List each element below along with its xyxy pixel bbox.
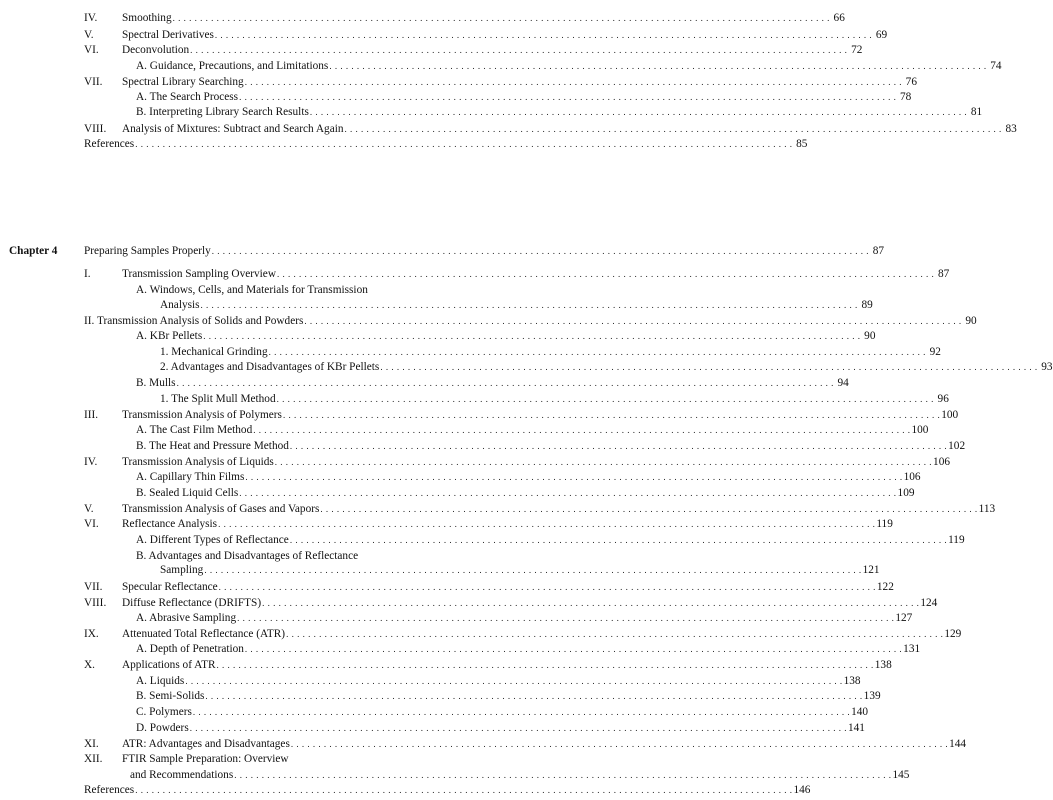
toc-entry[interactable]	[84, 137, 808, 151]
toc-entry-title: Preparing Samples Properly	[84, 245, 211, 257]
dot-leader: . . . . . . . . . . . . . . . . . . . . . . . . . . . . . . . . . . . . . . . . . . . . . . . . . . . . . . . . . . . . . . . . . . . . . . . . . . . . . . . . . . . . . . . . . . . . . . . . . . . . . . . . . . . . . . . . . . . . . . . .	[237, 613, 895, 623]
toc-page-number: 92	[929, 346, 941, 358]
toc-entry-number: VII.	[84, 76, 103, 88]
toc-page-number: 89	[861, 299, 873, 311]
chapter-label: Chapter 4	[9, 245, 58, 257]
toc-entry[interactable]	[136, 689, 881, 703]
toc-entry[interactable]	[160, 345, 941, 359]
toc-entry-number: V.	[84, 503, 94, 515]
toc-entry-title: References	[84, 784, 135, 796]
toc-entry-title: B. Interpreting Library Search Results	[136, 106, 309, 118]
dot-leader: . . . . . . . . . . . . . . . . . . . . . . . . . . . . . . . . . . . . . . . . . . . . . . . . . . . . . . . . . . . . . . . . . . . . . . . . . . . . . . . . . . . . . . . . . . . . . . . . . . . . . . . . . . . . . . . . . . . . . . . .	[253, 425, 911, 435]
toc-page-number: 72	[851, 44, 863, 56]
toc-page-number: 90	[965, 315, 977, 327]
toc-entry-number: VIII.	[84, 597, 107, 609]
toc-page-number: 106	[903, 471, 921, 483]
toc-page-number: 87	[937, 268, 950, 280]
toc-entry[interactable]	[122, 267, 950, 281]
toc-entry-title: Spectral Library Searching	[122, 76, 244, 88]
dot-leader: . . . . . . . . . . . . . . . . . . . . . . . . . . . . . . . . . . . . . . . . . . . . . . . . . . . . . . . . . . . . . . . . . . . . . . . . . . . . . . . . . . . . . . . . . . . . . . . . . . . . . . . . . . . . . . . . . . . . . . . .	[234, 770, 892, 780]
toc-page-number: 127	[895, 612, 913, 624]
toc-page-number: 141	[847, 722, 865, 734]
dot-leader: . . . . . . . . . . . . . . . . . . . . . . . . . . . . . . . . . . . . . . . . . . . . . . . . . . . . . . . . . . . . . . . . . . . . . . . . . . . . . . . . . . . . . . . . . . . . . . . . . . . . . . . . . . . . . . . . . . . . . . . .	[329, 61, 987, 71]
toc-page-number: 119	[948, 534, 965, 546]
toc-page-number: 106	[933, 456, 950, 468]
dot-leader: . . . . . . . . . . . . . . . . . . . . . . . . . . . . . . . . . . . . . . . . . . . . . . . . . . . . . . . . . . . . . . . . . . . . . . . . . . . . . . . . . . . . . . . . . . . . . . . . . . . . . . . . . . . . . . . . . . . . . . . .	[211, 246, 870, 256]
toc-page-number: 146	[793, 784, 811, 796]
toc-entry[interactable]	[160, 563, 880, 577]
toc-entry-number: VI.	[84, 518, 99, 530]
toc-page-number: 78	[900, 91, 912, 103]
toc-entry[interactable]	[160, 360, 1053, 374]
toc-entry[interactable]	[122, 11, 845, 25]
toc-page-number: 138	[874, 659, 892, 671]
toc-page-number: 85	[796, 138, 808, 150]
dot-leader: . . . . . . . . . . . . . . . . . . . . . . . . . . . . . . . . . . . . . . . . . . . . . . . . . . . . . . . . . . . . . . . . . . . . . . . . . . . . . . . . . . . . . . . . . . . . . . . . . . . . . . . . . . . . . . . . . . . . . . . .	[200, 300, 858, 310]
toc-entry-title: Analysis	[160, 299, 200, 311]
dot-leader: . . . . . . . . . . . . . . . . . . . . . . . . . . . . . . . . . . . . . . . . . . . . . . . . . . . . . . . . . . . . . . . . . . . . . . . . . . . . . . . . . . . . . . . . . . . . . . . . . . . . . . . . . . . . . . . . . . . . . . . .	[304, 316, 962, 326]
dot-leader: . . . . . . . . . . . . . . . . . . . . . . . . . . . . . . . . . . . . . . . . . . . . . . . . . . . . . . . . . . . . . . . . . . . . . . . . . . . . . . . . . . . . . . . . . . . . . . . . . . . . . . . . . . . . . . . . . . . . . . . .	[214, 30, 873, 40]
dot-leader: . . . . . . . . . . . . . . . . . . . . . . . . . . . . . . . . . . . . . . . . . . . . . . . . . . . . . . . . . . . . . . . . . . . . . . . . . . . . . . . . . . . . . . . . . . . . . . . . . . . . . . . . . . . . . . . . . . . . . . . .	[176, 378, 834, 388]
toc-entry-title: B. Advantages and Disadvantages of Reflectance	[136, 550, 359, 562]
toc-page-number: 66	[833, 12, 845, 24]
toc-entry-title: ATR: Advantages and Disadvantages	[122, 738, 290, 750]
toc-entry[interactable]	[136, 329, 876, 343]
dot-leader: . . . . . . . . . . . . . . . . . . . . . . . . . . . . . . . . . . . . . . . . . . . . . . . . . . . . . . . . . . . . . . . . . . . . . . . . . . . . . . . . . . . . . . . . . . . . . . . . . . . . . . . . . . . . . . . . . . . . . . . .	[218, 519, 876, 529]
toc-entry[interactable]	[84, 783, 811, 797]
toc-page-number: 121	[862, 564, 880, 576]
toc-entry[interactable]	[84, 244, 885, 258]
toc-entry[interactable]	[122, 43, 863, 57]
dot-leader: . . . . . . . . . . . . . . . . . . . . . . . . . . . . . . . . . . . . . . . . . . . . . . . . . . . . . . . . . . . . . . . . . . . . . . . . . . . . . . . . . . . . . . . . . . . . . . . . . . . . . . . . . . . . . . . . . . . . . . . .	[205, 691, 863, 701]
toc-entry[interactable]	[136, 283, 484, 297]
toc-page-number: 109	[897, 487, 915, 499]
toc-entry-number: X.	[84, 659, 95, 671]
toc-entry-title: Deconvolution	[122, 44, 190, 56]
toc-entry[interactable]	[136, 642, 921, 656]
toc-entry[interactable]	[136, 674, 861, 688]
toc-entry-title: 1. Mechanical Grinding	[160, 346, 268, 358]
toc-entry-title: FTIR Sample Preparation: Overview	[122, 753, 289, 765]
toc-entry[interactable]	[122, 122, 1017, 136]
toc-entry-title: A. Depth of Penetration	[136, 643, 244, 655]
toc-page-number: 119	[876, 518, 893, 530]
toc-page-number: 139	[863, 690, 881, 702]
toc-entry-title: Analysis of Mixtures: Subtract and Search Again	[122, 123, 344, 135]
toc-page-number: 124	[920, 597, 938, 609]
toc-entry-title: Attenuated Total Reflectance (ATR)	[122, 628, 286, 640]
toc-page-number: 100	[911, 424, 929, 436]
toc-entry-number: XII.	[84, 753, 103, 765]
toc-page-number: 100	[941, 409, 959, 421]
toc-entry-number: IV.	[84, 456, 98, 468]
toc-page-number: 76	[905, 76, 917, 88]
toc-entry-title: C. Polymers	[136, 706, 192, 718]
toc-entry[interactable]	[136, 721, 865, 735]
toc-entry-title: B. Semi-Solids	[136, 690, 205, 702]
toc-entry-title: A. Windows, Cells, and Materials for Transmission	[136, 284, 368, 296]
toc-entry-title: A. The Cast Film Method	[136, 424, 253, 436]
dot-leader: . . . . . . . . . . . . . . . . . . . . . . . . . . . . . . . . . . . . . . . . . . . . . . . . . . . . . . . . . . . . . . . . . . . . . . . . . . . . . . . . . . . . . . . . . . . . . . . . . . . . . . . . . . . . . . . . . . . . . . . .	[203, 331, 861, 341]
toc-entry-title: A. Guidance, Precautions, and Limitations	[136, 60, 329, 72]
toc-page-number: 74	[990, 60, 1002, 72]
toc-entry[interactable]	[136, 90, 912, 104]
toc-entry[interactable]	[122, 752, 484, 766]
dot-leader: . . . . . . . . . . . . . . . . . . . . . . . . . . . . . . . . . . . . . . . . . . . . . . . . . . . . . . . . . . . . . . . . . . . . . . . . . . . . . . . . . . . . . . . . . . . . . . . . . . . . . . . . . . . . . . . . . . . . . . . .	[276, 269, 935, 279]
dot-leader: . . . . . . . . . . . . . . . . . . . . . . . . . . . . . . . . . . . . . . . . . . . . . . . . . . . . . . . . . . . . . . . . . . . . . . . . . . . . . . . . . . . . . . . . . . . . . . . . . . . . . . . . . . . . . . . . . . . . . . . .	[135, 139, 793, 149]
toc-entry-title: A. KBr Pellets	[136, 330, 203, 342]
toc-entry-title: 2. Advantages and Disadvantages of KBr Pellets	[160, 361, 380, 373]
toc-entry-title: Spectral Derivatives	[122, 29, 214, 41]
toc-entry-title: II. Transmission Analysis of Solids and Powders	[84, 315, 304, 327]
dot-leader: . . . . . . . . . . . . . . . . . . . . . . . . . . . . . . . . . . . . . . . . . . . . . . . . . . . . . . . . . . . . . . . . . . . . . . . . . . . . . . . . . . . . . . . . . . . . . . . . . . . . . . . . . . . . . . . . . . . . . . . .	[245, 472, 903, 482]
toc-entry[interactable]	[136, 705, 869, 719]
dot-leader: . . . . . . . . . . . . . . . . . . . . . . . . . . . . . . . . . . . . . . . . . . . . . . . . . . . . . . . . . . . . . . . . . . . . . . . . . . . . . . . . . . . . . . . . . . . . . . . . . . . . . . . . . . . . . . . . . . . . . . . .	[239, 488, 897, 498]
toc-entry[interactable]	[122, 75, 917, 89]
toc-entry-title: A. Capillary Thin Films	[136, 471, 245, 483]
dot-leader: . . . . . . . . . . . . . . . . . . . . . . . . . . . . . . . . . . . . . . . . . . . . . . . . . . . . . . . . . . . . . . . . . . . . . . . . . . . . . . . . . . . . . . . . . . . . . . . . . . . . . . . . . . . . . . . . . . . . . . . .	[290, 739, 949, 749]
toc-entry-title: A. Liquids	[136, 675, 185, 687]
toc-entry-title: Sampling	[160, 564, 204, 576]
toc-entry[interactable]	[122, 627, 962, 641]
toc-entry-number: XI.	[84, 738, 99, 750]
dot-leader: . . . . . . . . . . . . . . . . . . . . . . . . . . . . . . . . . . . . . . . . . . . . . . . . . . . . . . . . . . . . . . . . . . . . . . . . . . . . . . . . . . . . . . . . . . . . . . . . . . . . . . . . . . . . . . . . . . . . . . . .	[320, 504, 978, 514]
toc-entry-number: V.	[84, 29, 94, 41]
toc-entry-number: I.	[84, 268, 91, 280]
toc-entry[interactable]	[136, 549, 484, 563]
toc-entry-title: Smoothing	[122, 12, 172, 24]
dot-leader: . . . . . . . . . . . . . . . . . . . . . . . . . . . . . . . . . . . . . . . . . . . . . . . . . . . . . . . . . . . . . . . . . . . . . . . . . . . . . . . . . . . . . . . . . . . . . . . . . . . . . . . . . . . . . . . . . . . . . . . .	[274, 457, 933, 467]
toc-entry[interactable]	[122, 596, 938, 610]
toc-entry-number: VI.	[84, 44, 99, 56]
toc-entry[interactable]	[122, 28, 888, 42]
toc-entry-title: 1. The Split Mull Method	[160, 393, 276, 405]
dot-leader: . . . . . . . . . . . . . . . . . . . . . . . . . . . . . . . . . . . . . . . . . . . . . . . . . . . . . . . . . . . . . . . . . . . . . . . . . . . . . . . . . . . . . . . . . . . . . . . . . . . . . . . . . . . . . . . . . . . . . . . .	[309, 107, 968, 117]
toc-page-number: 83	[1005, 123, 1017, 135]
toc-entry[interactable]	[122, 517, 893, 531]
dot-leader: . . . . . . . . . . . . . . . . . . . . . . . . . . . . . . . . . . . . . . . . . . . . . . . . . . . . . . . . . . . . . . . . . . . . . . . . . . . . . . . . . . . . . . . . . . . . . . . . . . . . . . . . . . . . . . . . . . . . . . . .	[244, 644, 903, 654]
toc-entry-title: Specular Reflectance	[122, 581, 218, 593]
dot-leader: . . . . . . . . . . . . . . . . . . . . . . . . . . . . . . . . . . . . . . . . . . . . . . . . . . . . . . . . . . . . . . . . . . . . . . . . . . . . . . . . . . . . . . . . . . . . . . . . . . . . . . . . . . . . . . . . . . . . . . . .	[172, 13, 830, 23]
toc-entry-title: A. Different Types of Reflectance	[136, 534, 289, 546]
toc-entry-title: B. The Heat and Pressure Method	[136, 440, 289, 452]
dot-leader: . . . . . . . . . . . . . . . . . . . . . . . . . . . . . . . . . . . . . . . . . . . . . . . . . . . . . . . . . . . . . . . . . . . . . . . . . . . . . . . . . . . . . . . . . . . . . . . . . . . . . . . . . . . . . . . . . . . . . . . .	[192, 707, 851, 717]
toc-entry[interactable]	[122, 737, 967, 751]
toc-page-number: 113	[978, 503, 996, 515]
toc-entry[interactable]	[122, 408, 959, 422]
toc-entry[interactable]	[84, 314, 977, 328]
dot-leader: . . . . . . . . . . . . . . . . . . . . . . . . . . . . . . . . . . . . . . . . . . . . . . . . . . . . . . . . . . . . . . . . . . . . . . . . . . . . . . . . . . . . . . . . . . . . . . . . . . . . . . . . . . . . . . . . . . . . . . . .	[244, 77, 902, 87]
toc-entry[interactable]	[122, 455, 950, 469]
dot-leader: . . . . . . . . . . . . . . . . . . . . . . . . . . . . . . . . . . . . . . . . . . . . . . . . . . . . . . . . . . . . . . . . . . . . . . . . . . . . . . . . . . . . . . . . . . . . . . . . . . . . . . . . . . . . . . . . . . . . . . . .	[135, 785, 793, 795]
dot-leader: . . . . . . . . . . . . . . . . . . . . . . . . . . . . . . . . . . . . . . . . . . . . . . . . . . . . . . . . . . . . . . . . . . . . . . . . . . . . . . . . . . . . . . . . . . . . . . . . . . . . . . . . . . . . . . . . . . . . . . . .	[204, 565, 862, 575]
dot-leader: . . . . . . . . . . . . . . . . . . . . . . . . . . . . . . . . . . . . . . . . . . . . . . . . . . . . . . . . . . . . . . . . . . . . . . . . . . . . . . . . . . . . . . . . . . . . . . . . . . . . . . . . . . . . . . . . . . . . . . . .	[190, 45, 848, 55]
toc-entry[interactable]	[160, 392, 949, 406]
toc-entry-title: Transmission Analysis of Gases and Vapors	[122, 503, 320, 515]
toc-entry[interactable]	[136, 439, 966, 453]
toc-entry-title: and Recommendations	[130, 769, 234, 781]
toc-entry[interactable]	[130, 768, 910, 782]
toc-page-number: 138	[843, 675, 861, 687]
toc-entry-title: Reflectance Analysis	[122, 518, 218, 530]
toc-entry-number: III.	[84, 409, 99, 421]
dot-leader: . . . . . . . . . . . . . . . . . . . . . . . . . . . . . . . . . . . . . . . . . . . . . . . . . . . . . . . . . . . . . . . . . . . . . . . . . . . . . . . . . . . . . . . . . . . . . . . . . . . . . . . . . . . . . . . . . . . . . . . .	[276, 394, 934, 404]
dot-leader: . . . . . . . . . . . . . . . . . . . . . . . . . . . . . . . . . . . . . . . . . . . . . . . . . . . . . . . . . . . . . . . . . . . . . . . . . . . . . . . . . . . . . . . . . . . . . . . . . . . . . . . . . . . . . . . . . . . . . . . .	[344, 124, 1002, 134]
toc-entry[interactable]	[136, 533, 965, 547]
dot-leader: . . . . . . . . . . . . . . . . . . . . . . . . . . . . . . . . . . . . . . . . . . . . . . . . . . . . . . . . . . . . . . . . . . . . . . . . . . . . . . . . . . . . . . . . . . . . . . . . . . . . . . . . . . . . . . . . . . . . . . . .	[239, 92, 897, 102]
toc-entry-number: IX.	[84, 628, 99, 640]
toc-page-number: 102	[948, 440, 966, 452]
toc-entry[interactable]	[160, 298, 873, 312]
toc-page-number: 87	[872, 245, 885, 257]
dot-leader: . . . . . . . . . . . . . . . . . . . . . . . . . . . . . . . . . . . . . . . . . . . . . . . . . . . . . . . . . . . . . . . . . . . . . . . . . . . . . . . . . . . . . . . . . . . . . . . . . . . . . . . . . . . . . . . . . . . . . . . .	[216, 660, 874, 670]
toc-entry[interactable]	[136, 105, 983, 119]
toc-page-number: 94	[837, 377, 849, 389]
dot-leader: . . . . . . . . . . . . . . . . . . . . . . . . . . . . . . . . . . . . . . . . . . . . . . . . . . . . . . . . . . . . . . . . . . . . . . . . . . . . . . . . . . . . . . . . . . . . . . . . . . . . . . . . . . . . . . . . . . . . . . . .	[289, 535, 948, 545]
toc-entry[interactable]	[122, 502, 996, 516]
toc-entry[interactable]	[136, 376, 849, 390]
toc-page-number: 140	[851, 706, 869, 718]
toc-page-number: 69	[875, 29, 888, 41]
dot-leader: . . . . . . . . . . . . . . . . . . . . . . . . . . . . . . . . . . . . . . . . . . . . . . . . . . . . . . . . . . . . . . . . . . . . . . . . . . . . . . . . . . . . . . . . . . . . . . . . . . . . . . . . . . . . . . . . . . . . . . . .	[268, 347, 926, 357]
dot-leader: . . . . . . . . . . . . . . . . . . . . . . . . . . . . . . . . . . . . . . . . . . . . . . . . . . . . . . . . . . . . . . . . . . . . . . . . . . . . . . . . . . . . . . . . . . . . . . . . . . . . . . . . . . . . . . . . . . . . . . . .	[218, 582, 876, 592]
toc-entry-title: D. Powders	[136, 722, 189, 734]
toc-entry-title: A. Abrasive Sampling	[136, 612, 237, 624]
toc-entry[interactable]	[136, 486, 915, 500]
toc-entry[interactable]	[122, 580, 894, 594]
toc-entry-number: VIII.	[84, 123, 107, 135]
toc-page-number: 144	[949, 738, 967, 750]
dot-leader: . . . . . . . . . . . . . . . . . . . . . . . . . . . . . . . . . . . . . . . . . . . . . . . . . . . . . . . . . . . . . . . . . . . . . . . . . . . . . . . . . . . . . . . . . . . . . . . . . . . . . . . . . . . . . . . . . . . . . . . .	[289, 441, 948, 451]
toc-entry-title: Transmission Analysis of Polymers	[122, 409, 282, 421]
dot-leader: . . . . . . . . . . . . . . . . . . . . . . . . . . . . . . . . . . . . . . . . . . . . . . . . . . . . . . . . . . . . . . . . . . . . . . . . . . . . . . . . . . . . . . . . . . . . . . . . . . . . . . . . . . . . . . . . . . . . . . . .	[380, 362, 1038, 372]
toc-entry-title: Transmission Sampling Overview	[122, 268, 276, 280]
dot-leader: . . . . . . . . . . . . . . . . . . . . . . . . . . . . . . . . . . . . . . . . . . . . . . . . . . . . . . . . . . . . . . . . . . . . . . . . . . . . . . . . . . . . . . . . . . . . . . . . . . . . . . . . . . . . . . . . . . . . . . . .	[185, 676, 843, 686]
toc-entry-number: IV.	[84, 12, 98, 24]
dot-leader: . . . . . . . . . . . . . . . . . . . . . . . . . . . . . . . . . . . . . . . . . . . . . . . . . . . . . . . . . . . . . . . . . . . . . . . . . . . . . . . . . . . . . . . . . . . . . . . . . . . . . . . . . . . . . . . . . . . . . . . .	[262, 598, 920, 608]
toc-page-number: 90	[864, 330, 876, 342]
toc-page-number: 129	[944, 628, 962, 640]
toc-entry-title: Diffuse Reflectance (DRIFTS)	[122, 597, 262, 609]
dot-leader: . . . . . . . . . . . . . . . . . . . . . . . . . . . . . . . . . . . . . . . . . . . . . . . . . . . . . . . . . . . . . . . . . . . . . . . . . . . . . . . . . . . . . . . . . . . . . . . . . . . . . . . . . . . . . . . . . . . . . . . .	[286, 629, 944, 639]
toc-entry-title: References	[84, 138, 135, 150]
toc-page-number: 81	[970, 106, 983, 118]
toc-entry-title: Transmission Analysis of Liquids	[122, 456, 274, 468]
toc-entry-title: Applications of ATR	[122, 659, 216, 671]
toc-entry[interactable]	[122, 658, 892, 672]
toc-entry[interactable]	[136, 611, 913, 625]
toc-page-number: 122	[876, 581, 894, 593]
dot-leader: . . . . . . . . . . . . . . . . . . . . . . . . . . . . . . . . . . . . . . . . . . . . . . . . . . . . . . . . . . . . . . . . . . . . . . . . . . . . . . . . . . . . . . . . . . . . . . . . . . . . . . . . . . . . . . . . . . . . . . . .	[282, 410, 941, 420]
toc-page-number: 145	[892, 769, 910, 781]
toc-page-number: 131	[903, 643, 921, 655]
toc-entry[interactable]	[136, 470, 921, 484]
toc-entry[interactable]	[136, 423, 929, 437]
toc-entry-title: A. The Search Process	[136, 91, 239, 103]
toc-entry-title: B. Mulls	[136, 377, 176, 389]
toc-entry-title: B. Sealed Liquid Cells	[136, 487, 239, 499]
toc-page-number: 93	[1041, 361, 1053, 373]
toc-entry-number: VII.	[84, 581, 103, 593]
toc-page-number: 96	[937, 393, 949, 405]
dot-leader: . . . . . . . . . . . . . . . . . . . . . . . . . . . . . . . . . . . . . . . . . . . . . . . . . . . . . . . . . . . . . . . . . . . . . . . . . . . . . . . . . . . . . . . . . . . . . . . . . . . . . . . . . . . . . . . . . . . . . . . .	[189, 723, 847, 733]
toc-entry[interactable]	[136, 59, 1002, 73]
